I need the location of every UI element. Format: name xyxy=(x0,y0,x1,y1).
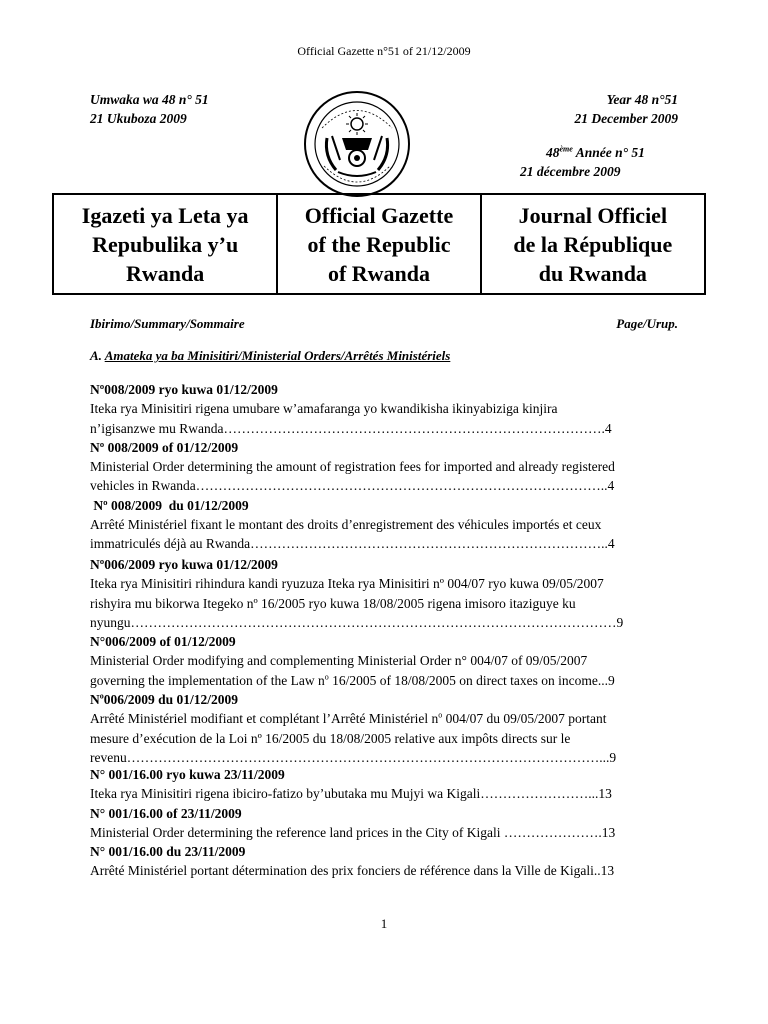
title-fr-line: Journal Officiel xyxy=(518,202,668,228)
page-column-label: Page/Urup. xyxy=(616,316,678,331)
kin-issue-date: 21 Ukuboza 2009 xyxy=(90,111,187,126)
entry-text[interactable]: nyungu………………………………………………………………………………………………9 xyxy=(90,614,624,630)
entry-heading xyxy=(90,690,680,709)
entry-heading-part: N xyxy=(90,692,100,708)
entry-heading: Nº008/2009 ryo kuwa 01/12/2009 xyxy=(90,382,278,397)
entry-text[interactable] xyxy=(90,671,680,690)
entry-heading: N° 001/16.00 du 23/11/2009 xyxy=(90,844,246,860)
entry-text[interactable]: Arrêté Ministériel portant détermination des prix fonciers de référence dans la Ville de Kigali..13 xyxy=(90,863,615,879)
entry-heading: Nº 008/2009 of 01/12/2009 xyxy=(90,439,239,455)
gazette-title-box xyxy=(52,193,706,295)
entry-text[interactable]: vehicles in Rwanda………………………………………………………………………………..4 xyxy=(90,478,615,494)
en-issue-number: Year 48 n°51 xyxy=(606,92,678,107)
entry-heading: Nº006/2009 ryo kuwa 01/12/2009 xyxy=(90,557,278,572)
title-kin-line: Igazeti ya Leta ya xyxy=(81,202,249,228)
entry-heading-sup: o xyxy=(99,691,104,701)
fr-year-num: 48 xyxy=(546,145,560,160)
section-a-heading xyxy=(90,348,450,364)
title-fr-line: de la République xyxy=(513,231,673,257)
entry-text-part: governing the implementation of the Law n xyxy=(90,672,325,688)
summary-label: Ibirimo/Summary/Sommaire xyxy=(90,316,245,331)
title-french xyxy=(480,195,704,293)
toc-entry-006-2009 xyxy=(90,555,680,767)
kin-issue-number: Umwaka wa 48 n° 51 xyxy=(90,92,209,107)
fr-year-suffix: Année n° 51 xyxy=(572,145,645,160)
entry-text[interactable]: Iteka rya Minisitiri rihindura kandi ryuzuza Iteka rya Minisitiri nº 004/07 ryo kuwa 09/05/2007 xyxy=(90,576,604,592)
entry-text-sup: o xyxy=(324,672,329,682)
title-en-line: of Rwanda xyxy=(327,260,431,286)
entry-text[interactable]: Arrêté Ministériel fixant le montant des droits d’enregistrement des véhicules importés et ceux xyxy=(90,517,602,533)
title-kinyarwanda xyxy=(54,195,276,293)
toc-entry-008-2009 xyxy=(90,380,680,554)
fr-issue-date: 21 décembre 2009 xyxy=(520,164,621,179)
entry-heading: N° 001/16.00 of 23/11/2009 xyxy=(90,805,242,821)
title-en-line: of the Republic xyxy=(307,231,451,257)
fr-year-sup: ème xyxy=(559,144,573,154)
title-kin-line: Rwanda xyxy=(126,260,205,286)
title-en-line: Official Gazette xyxy=(304,202,454,228)
entry-text[interactable]: n’igisanzwe mu Rwanda………………………………………………………………………….4 xyxy=(90,420,612,436)
french-issue-info xyxy=(520,143,660,181)
page-number: 1 xyxy=(380,916,388,931)
entry-text[interactable]: Ministerial Order modifying and complementing Ministerial Order n° 004/07 of 09/05/2007 xyxy=(90,653,588,669)
entry-text-part: Arrêté Ministériel modifiant et complétant l’Arrêté Ministériel n xyxy=(90,711,439,727)
entry-text-part: 004/07 du 09/05/2007 portant xyxy=(442,711,607,727)
entry-text[interactable]: Ministerial Order determining the reference land prices in the City of Kigali ………………….13 xyxy=(90,824,616,840)
coat-of-arms-emblem xyxy=(302,88,412,200)
running-header: Official Gazette n°51 of 21/12/2009 xyxy=(297,44,471,58)
entry-heading: Nº 008/2009 du 01/12/2009 xyxy=(90,497,249,513)
entry-heading: N°006/2009 of 01/12/2009 xyxy=(90,634,236,650)
title-english xyxy=(276,195,479,293)
entry-text[interactable]: revenu……………………………………………………………………………………………...9 xyxy=(90,749,617,765)
entry-text[interactable] xyxy=(90,709,680,728)
title-kin-line: Repubulika y’u xyxy=(92,231,239,257)
section-a-title: Amateka ya ba Minisitiri/Ministerial Orders/Arrêtés Ministériels xyxy=(104,348,451,363)
entry-text[interactable]: Iteka rya Minisitiri rigena ibiciro-fatizo by’ubutaka mu Mujyi wa Kigali……………………...13 xyxy=(90,786,612,802)
entry-text[interactable]: rishyira mu bikorwa Itegeko nº 16/2005 ryo kuwa 18/08/2005 rigena imisoro itaziguye ku xyxy=(90,595,576,611)
entry-text[interactable]: Iteka rya Minisitiri rigena umubare w’amafaranga yo kwandikisha ikinyabiziga kinjira xyxy=(90,401,558,417)
entry-heading-part: 006/2009 du 01/12/2009 xyxy=(103,692,239,708)
title-fr-line: du Rwanda xyxy=(538,260,647,286)
entry-text[interactable]: mesure d’exécution de la Loi nº 16/2005 du 18/08/2005 relative aux impôts directs sur le xyxy=(90,730,571,746)
entry-heading: N° 001/16.00 ryo kuwa 23/11/2009 xyxy=(90,767,285,782)
toc-entry-001-16-00 xyxy=(90,765,680,881)
entry-text[interactable]: Ministerial Order determining the amount of registration fees for imported and already registered xyxy=(90,459,615,475)
english-issue-info xyxy=(538,90,678,128)
fr-issue-number xyxy=(520,143,660,162)
section-a-prefix: A. xyxy=(90,348,105,363)
kinyarwanda-issue-info xyxy=(90,90,209,128)
entry-text-part: 16/2005 of 18/08/2005 on direct taxes on income...9 xyxy=(328,672,615,688)
entry-text[interactable]: immatriculés déjà au Rwanda……………………………………………………………………..4 xyxy=(90,536,615,552)
en-issue-date: 21 December 2009 xyxy=(574,111,678,126)
entry-text-sup: o xyxy=(438,710,443,720)
summary-heading xyxy=(90,316,678,332)
